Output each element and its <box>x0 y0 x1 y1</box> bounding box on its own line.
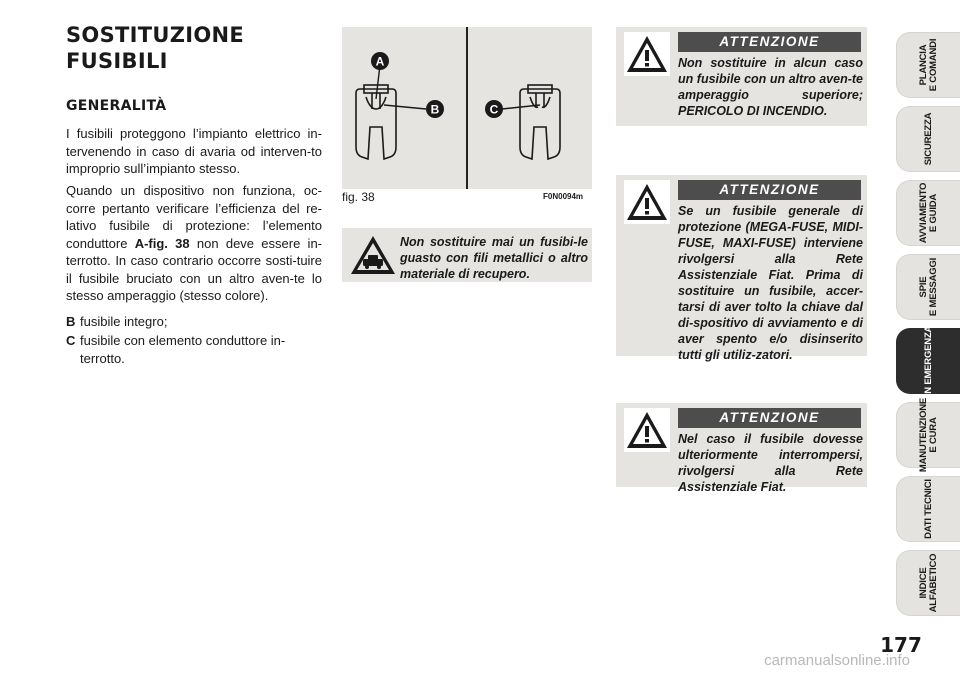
tab-plancia-e-comandi[interactable] <box>896 32 960 98</box>
tab-label <box>919 554 939 613</box>
warning-heading-3: ATTENZIONE <box>678 408 861 428</box>
paragraph-intro: I fusibili proteggono l’impianto elettrico in-tervenendo in caso di avaria od interven-to improprio sull’impianto stesso. <box>66 126 322 176</box>
section-subtitle: GENERALITÀ <box>66 98 167 114</box>
tab-label-line2: E CURA <box>927 417 939 453</box>
warning-heading-2: ATTENZIONE <box>678 180 861 200</box>
tab-label-line1: PLANCIA <box>917 44 929 86</box>
tab-label <box>924 113 934 166</box>
tab-label <box>919 258 939 316</box>
note-text: Non sostituire mai un fusibi-le guasto con fili metallici o altro materiale di recupero. <box>400 235 588 281</box>
tab-label-line2: E MESSAGGI <box>927 257 939 317</box>
figure-caption: fig. 38 <box>342 190 375 204</box>
watermark: carmanualsonline.info <box>764 652 910 669</box>
warning-box-1 <box>616 27 867 126</box>
warning-box-2 <box>616 175 867 362</box>
tab-label-line2: E GUIDA <box>927 193 939 233</box>
figure-divider <box>466 27 468 189</box>
figure-label-c: C <box>489 102 499 117</box>
tab-label <box>924 326 934 396</box>
tab-label <box>924 479 934 539</box>
page-number: 177 <box>880 633 922 657</box>
page-title-line1: SOSTITUZIONE <box>66 23 245 47</box>
list-text-c: fusibile con elemento conduttore in-terrotto. <box>80 333 286 366</box>
figure-reference: A-fig. 38 <box>134 235 190 251</box>
list-item-c <box>66 332 322 367</box>
figure-code: F0N0094m <box>543 192 584 201</box>
page-title <box>66 22 306 74</box>
paragraph-check-end: non deve essere in-terrotto. In caso contrario occorre sosti-tuire il fusibile bruciato con un altro aven-te lo stesso amperaggio (stesso colore). <box>66 235 323 303</box>
warning-text-2 <box>620 203 863 363</box>
warning-text-1 <box>620 55 863 119</box>
tab-spie-e-messaggi[interactable] <box>896 254 960 320</box>
page-title-line2: FUSIBILI <box>66 49 168 73</box>
figure-label-a: A <box>375 54 385 69</box>
vehicle-warning-icon <box>350 234 396 276</box>
warning-text-3-body: Nel caso il fusibile dovesse ulteriormente interrompersi, rivolgersi alla Rete Assistenziale Fiat. <box>678 432 863 494</box>
tab-sicurezza[interactable] <box>896 106 960 172</box>
tab-manutenzione-e-cura[interactable] <box>896 397 960 473</box>
tab-label-line1: AVVIAMENTO <box>917 182 929 244</box>
tab-dati-tecnici[interactable] <box>896 476 960 542</box>
list-key-c: C <box>66 333 76 348</box>
warning-box-3 <box>616 403 867 494</box>
tab-label <box>919 183 939 243</box>
list-key-b: B <box>66 314 76 329</box>
paragraph-check <box>66 182 322 305</box>
tab-indice-alfabetico[interactable] <box>896 550 960 616</box>
warning-text-2-body: Se un fusibile generale di protezione (MEGA-FUSE, MIDI-FUSE, MAXI-FUSE) interviene rivolgersi alla Rete Assistenziale Fiat. Prima di sostituire un fusibile, accer-tarsi di aver tolto la chiave dal di-spositivo di avviamento e di aver spento e/o disinserito tutti gli utiliz-zatori. <box>678 204 863 362</box>
tab-label-line1: INDICE <box>917 567 929 599</box>
tab-label-line1: SPIE <box>917 276 929 298</box>
warning-heading-1: ATTENZIONE <box>678 32 861 52</box>
warning-text-1-body: Non sostituire in alcun caso un fusibile con un altro aven-te amperaggio superiore; PERICOLO DI INCENDIO. <box>678 56 863 118</box>
fuse-figure <box>342 27 592 189</box>
note-box <box>342 228 592 282</box>
tab-label-line1: DATI TECNICI <box>922 479 934 539</box>
tab-avviamento-e-guida[interactable] <box>896 180 960 246</box>
warning-text-3 <box>620 431 863 495</box>
tab-label <box>919 39 939 92</box>
paragraph-check-start: Quando un dispositivo non funziona, oc-corre pertanto verificare l’efficienza del re-lativo fusibile di protezione: l’elemento conduttore <box>66 183 322 251</box>
figure-label-b: B <box>430 102 440 117</box>
tab-in-emergenza[interactable] <box>896 325 960 397</box>
tab-label-line1: IN EMERGENZA <box>922 325 934 397</box>
tab-label <box>919 398 939 472</box>
tab-label-line2: ALFABETICO <box>927 553 939 613</box>
tab-label-line1: MANUTENZIONE <box>917 397 929 473</box>
list-text-b: fusibile integro; <box>80 314 168 329</box>
list-item-b <box>66 313 322 331</box>
tab-label-line2: E COMANDI <box>927 38 939 92</box>
tab-label-line1: SICUREZZA <box>922 112 934 166</box>
